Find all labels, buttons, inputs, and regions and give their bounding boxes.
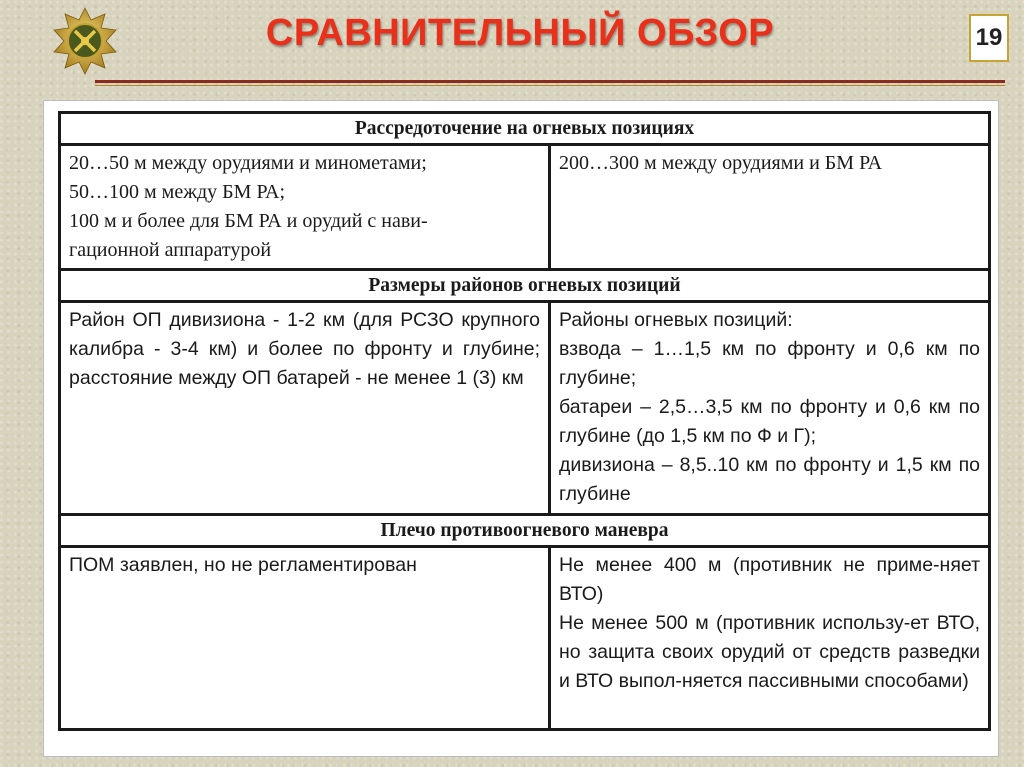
- area-size-left-cell: Район ОП дивизиона - 1-2 км (для РСЗО крупного калибра - 3-4 км) и более по фронту и глубине; расстояние между ОП батарей - не менее 1 (3) км: [60, 302, 550, 515]
- text-line: гационной аппаратурой: [69, 239, 272, 261]
- maneuver-left-cell: ПОМ заявлен, но не регламентирован: [60, 547, 550, 730]
- table-row: [60, 145, 990, 270]
- text-line: Не менее 500 м (противник использу-ет ВТО, но защита своих орудий от средств разведки и ВТО выпол-няется пассивными способами): [559, 612, 981, 692]
- content-panel: [43, 100, 999, 757]
- text-line: дивизиона – 8,5..10 км по фронту и 1,5 км по глубине: [559, 454, 981, 505]
- text-line: 100 м и более для БМ РА и орудий с нави-: [69, 210, 428, 232]
- slide-header: [0, 0, 1024, 92]
- text-line: 20…50 м между орудиями и минометами;: [69, 152, 427, 174]
- area-size-right-cell: [550, 302, 990, 515]
- comparison-table: [58, 111, 991, 731]
- table-row: [60, 270, 990, 302]
- page-number-badge: 19: [969, 14, 1009, 62]
- table-row: [60, 302, 990, 515]
- section-header-area-size: Размеры районов огневых позиций: [60, 270, 990, 302]
- text-line: Районы огневых позиций:: [559, 309, 793, 331]
- header-divider-accent: [95, 85, 1005, 86]
- maneuver-right-cell: [550, 547, 990, 730]
- table-row: [60, 113, 990, 145]
- text-line: взвода – 1…1,5 км по фронту и 0,6 км по глубине;: [559, 338, 981, 389]
- text-line: Не менее 400 м (противник не приме-няет ВТО): [559, 554, 981, 605]
- text-line: 50…100 м между БМ РА;: [69, 181, 286, 203]
- slide-title: СРАВНИТЕЛЬНЫЙ ОБЗОР: [265, 12, 775, 54]
- table-row: [60, 515, 990, 547]
- header-divider: [95, 80, 1005, 83]
- text-line: батареи – 2,5…3,5 км по фронту и 0,6 км по глубине (до 1,5 км по Ф и Г);: [559, 396, 981, 447]
- dispersal-right-cell: [550, 145, 990, 270]
- dispersal-left-cell: [60, 145, 550, 270]
- section-header-dispersal: Рассредоточение на огневых позициях: [60, 113, 990, 145]
- military-emblem-icon: [48, 6, 122, 76]
- text-line: 200…300 м между орудиями и БМ РА: [559, 152, 883, 174]
- section-header-maneuver: Плечо противоогневого маневра: [60, 515, 990, 547]
- table-row: [60, 547, 990, 730]
